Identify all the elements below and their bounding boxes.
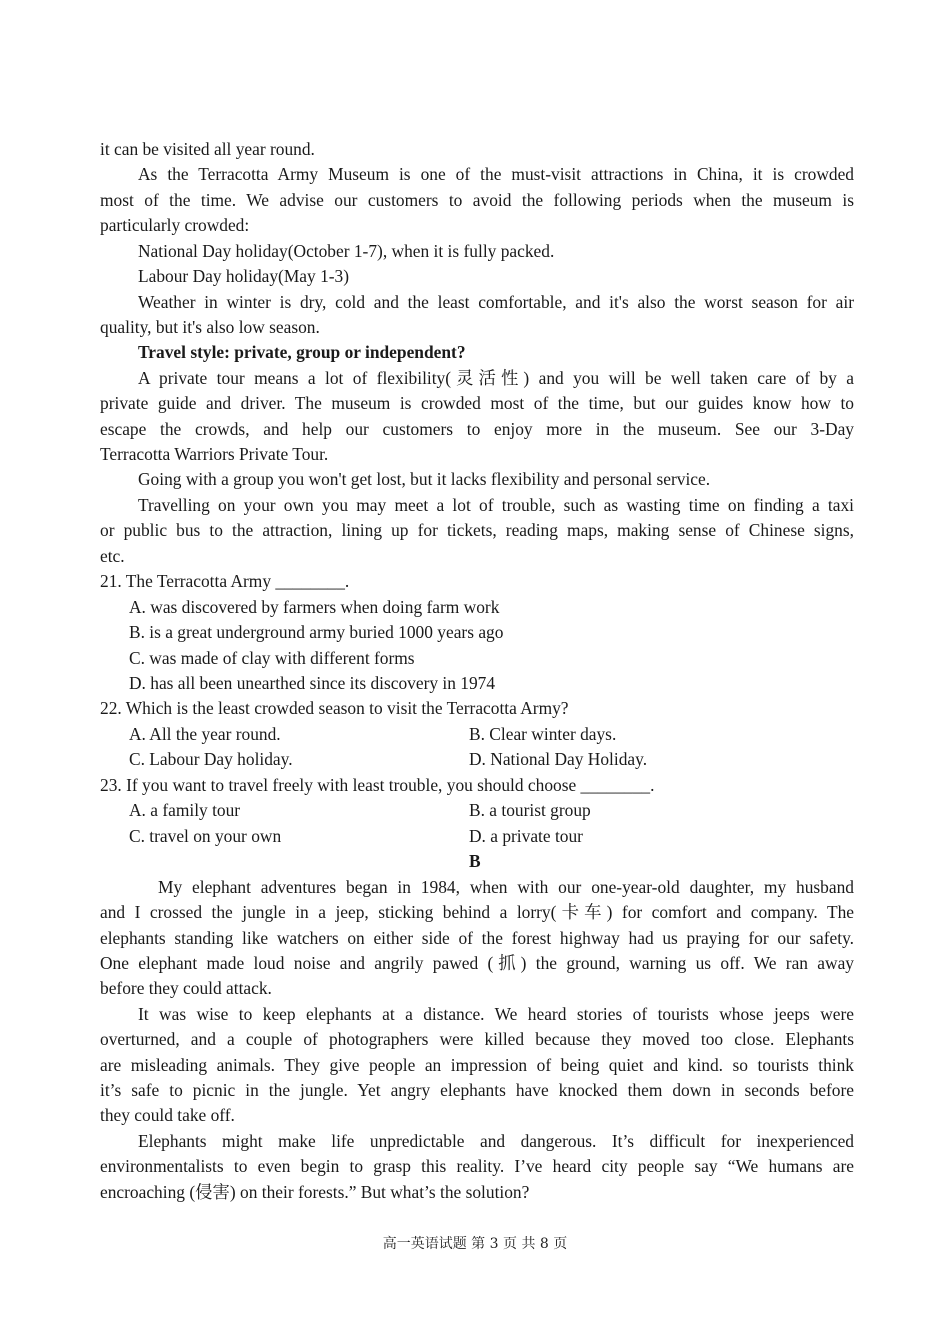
passage-b-line: they could take off. (100, 1105, 235, 1125)
passage-a-line: or public bus to the attraction, lining up for tickets, reading maps, making sense of Chinese signs, (100, 520, 854, 540)
question-21-option-c: C. was made of clay with different forms (129, 648, 415, 668)
passage-b-line: environmentalists to even begin to grasp this reality. I’ve heard city people say “We humans are (100, 1156, 854, 1176)
passage-a-line: it can be visited all year round. (100, 139, 315, 159)
question-22-option-c: C. Labour Day holiday. (129, 749, 293, 769)
question-21-option-d: D. has all been unearthed since its discovery in 1974 (129, 673, 496, 693)
passage-b-line: It was wise to keep elephants at a distance. We heard stories of tourists whose jeeps were (138, 1004, 854, 1024)
question-21-option-a: A. was discovered by farmers when doing farm work (129, 597, 500, 617)
passage-a-line: escape the crowds, and help our customers to enjoy more in the museum. See our 3-Day (100, 419, 854, 439)
passage-a-line: National Day holiday(October 1-7), when it is fully packed. (138, 241, 555, 261)
passage-b-line: before they could attack. (100, 978, 272, 998)
passage-b-line: it’s safe to picnic in the jungle. Yet angry elephants have knocked them down in seconds before (100, 1080, 854, 1100)
question-23-option-d: D. a private tour (469, 826, 583, 846)
question-22-stem: 22. Which is the least crowded season to visit the Terracotta Army? (100, 698, 569, 718)
passage-a-line: Going with a group you won't get lost, but it lacks flexibility and personal service. (138, 469, 711, 489)
passage-b-line: are misleading animals. They give people an impression of being quiet and kind. so tourists think (100, 1055, 854, 1075)
section-b-heading: B (469, 851, 481, 871)
passage-b-line: encroaching (侵害) on their forests.” But what’s the solution? (100, 1182, 530, 1202)
passage-a-line: etc. (100, 546, 125, 566)
question-23-option-b: B. a tourist group (469, 800, 591, 820)
passage-b-line: overturned, and a couple of photographers were killed because they moved too close. Elephants (100, 1029, 854, 1049)
passage-b-line: Elephants might make life unpredictable and dangerous. It’s difficult for inexperienced (138, 1131, 854, 1151)
passage-b-line: One elephant made loud noise and angrily pawed (抓) the ground, warning us off. We ran away (100, 953, 854, 973)
question-21-stem: 21. The Terracotta Army ________. (100, 571, 350, 591)
question-22-option-b: B. Clear winter days. (469, 724, 617, 744)
passage-a-line: private guide and driver. The museum is crowded most of the time, but our guides know how to (100, 393, 854, 413)
passage-b-line: elephants standing like watchers on either side of the forest highway had us praying for our safety. (100, 928, 854, 948)
passage-a-line: most of the time. We advise our customers to avoid the following periods when the museum is (100, 190, 854, 210)
passage-a-line: A private tour means a lot of flexibility(灵活性) and you will be well taken care of by a (138, 368, 854, 388)
travel-style-heading: Travel style: private, group or independent? (138, 342, 466, 362)
page-footer: 高一英语试题 第 3 页 共 8 页 (382, 1236, 568, 1252)
question-21-option-b: B. is a great underground army buried 1000 years ago (129, 622, 504, 642)
passage-a-line: Terracotta Warriors Private Tour. (100, 444, 329, 464)
question-23-option-c: C. travel on your own (129, 826, 282, 846)
passage-b-line: and I crossed the jungle in a jeep, sticking behind a lorry(卡车) for comfort and company. The (100, 902, 854, 922)
passage-a-line: particularly crowded: (100, 215, 250, 235)
passage-a-line: quality, but it's also low season. (100, 317, 320, 337)
passage-a-line: As the Terracotta Army Museum is one of the must-visit attractions in China, it is crowded (138, 164, 854, 184)
passage-a-line: Travelling on your own you may meet a lot of trouble, such as wasting time on finding a taxi (138, 495, 854, 515)
question-22-option-d: D. National Day Holiday. (469, 749, 648, 769)
passage-a-line: Weather in winter is dry, cold and the least comfortable, and it's also the worst season for air (138, 292, 854, 312)
question-23-stem: 23. If you want to travel freely with least trouble, you should choose ________. (100, 775, 655, 795)
passage-b-line: My elephant adventures began in 1984, when with our one-year-old daughter, my husband (158, 877, 854, 897)
question-22-option-a: A. All the year round. (129, 724, 281, 744)
passage-a-line: Labour Day holiday(May 1-3) (138, 266, 350, 286)
question-23-option-a: A. a family tour (129, 800, 241, 820)
